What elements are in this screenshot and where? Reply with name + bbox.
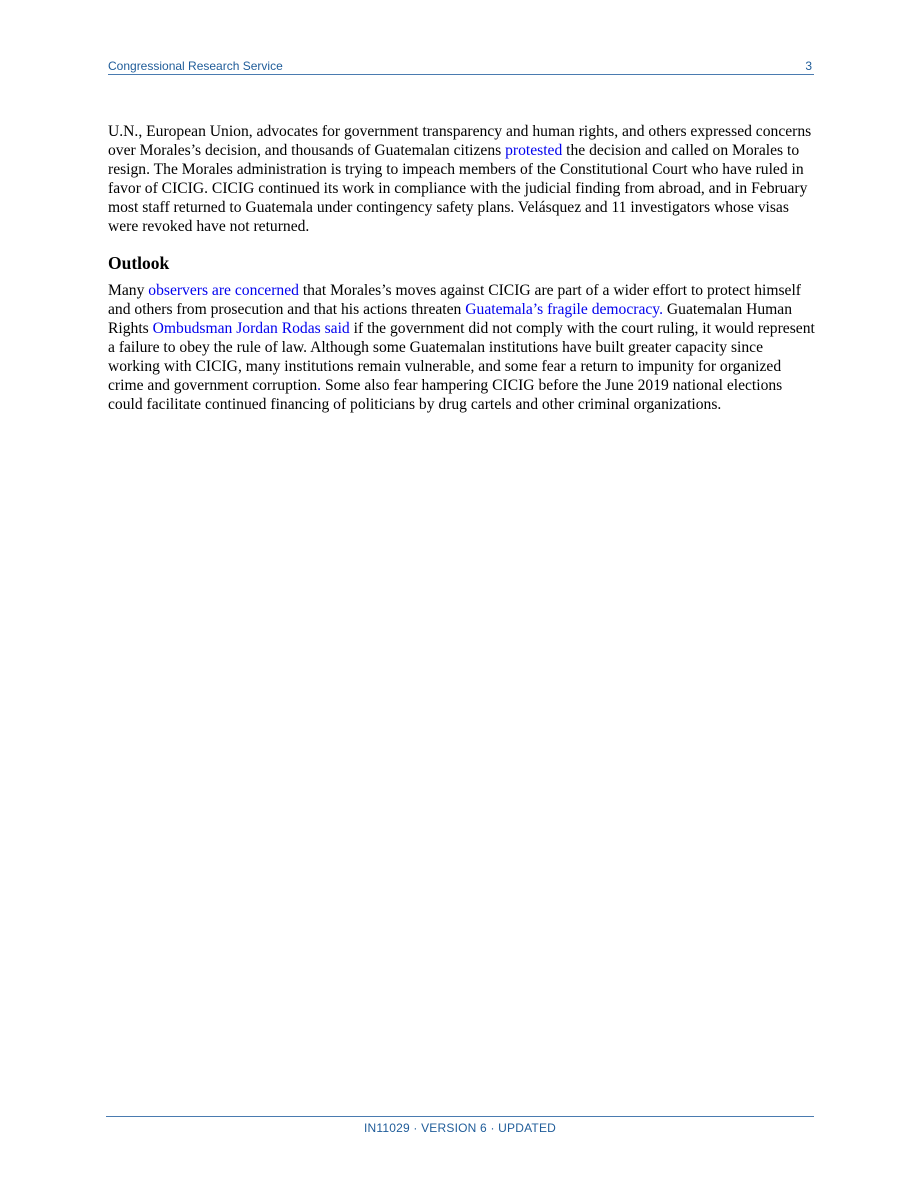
link-guatemala-fragile-democracy[interactable]: Guatemala’s fragile democracy. — [465, 301, 663, 318]
paragraph-text: Guatemalan Human Rights — [108, 301, 793, 337]
paragraph-outlook — [108, 281, 816, 414]
paragraph-text: that Morales’s moves against CICIG are part of a wider effort to protect himself and others from prosecution and that his actions threaten — [108, 282, 801, 318]
paragraph-text: Some also fear hampering CICIG before the June 2019 national elections could facilitate continued financing of politicians by drug cartels and other criminal organizations. — [108, 377, 783, 413]
footer-label: IN11029 · VERSION 6 · UPDATED — [363, 1121, 557, 1135]
link-observers-are-concerned[interactable]: observers are concerned — [148, 282, 299, 299]
paragraph-text: U.N., European Union, advocates for government transparency and human rights, and others expressed concerns over Morales’s decision, and thousands of Guatemalan citizens — [108, 123, 812, 159]
link-protested[interactable]: protested — [505, 142, 563, 159]
paragraph-cicig-reactions — [108, 122, 816, 236]
section-heading-outlook: Outlook — [108, 253, 170, 273]
page-footer — [106, 1116, 814, 1135]
link-ombudsman-jordan-rodas-said[interactable]: Ombudsman Jordan Rodas said — [152, 320, 350, 337]
paragraph-text: the decision and called on Morales to resign. The Morales administration is trying to impeach members of the Constitutional Court who have ruled in favor of CICIG. CICIG continued its work in compliance with the judicial finding from abroad, and in February most staff returned to Guatemala under contingency safety plans. Velásquez and 11 investigators whose visas were revoked have not returned. — [108, 142, 808, 235]
header-organization: Congressional Research Service — [108, 59, 283, 73]
paragraph-text: if the government did not comply with the court ruling, it would represent a failure to obey the rule of law. Although some Guatemalan institutions have built greater capacity since working with CICIG, many institutions remain vulnerable, and some fear a return to impunity for organized crime and government corruption — [108, 320, 815, 394]
paragraph-text: Many — [108, 282, 149, 299]
header-page-number: 3 — [805, 59, 812, 73]
document-body — [108, 122, 816, 414]
link-period[interactable]: . — [317, 377, 322, 394]
page-header — [108, 58, 814, 75]
